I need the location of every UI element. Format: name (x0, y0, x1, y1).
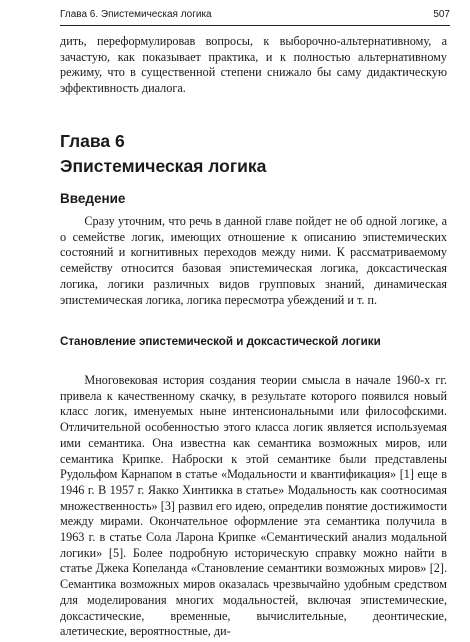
running-header-title: Глава 6. Эпистемическая логика (60, 9, 212, 20)
continued-paragraph: дить, переформулировав вопросы, к выборочно-альтернативному, а зачастую, как показывает практика, и к полностью альтернативному режиму, что в существенной степени снижало бы саму дидактическую эффективность диалога. (60, 34, 447, 96)
page-number: 507 (433, 9, 450, 20)
chapter-label: Глава 6 (60, 131, 125, 151)
subsection-heading: Становление эпистемической и доксастической логики (60, 335, 381, 348)
section-heading: Введение (60, 191, 126, 206)
subsection-paragraph: Многовековая история создания теории смысла в начале 1960-х гг. привела к качественному скачку, в результате которого появился новый класс логик, именуемых ныне интенсиональными или философскими. Отличительной особенностью этого класса логик является используемая ими семантика. Она известна как семантика возможных миров, или семантика Крипке. Наброски к этой семантике были представлены Рудольфом Карнапом в статье «Модальности и квантификация» [1] еще в 1946 г. В 1957 г. Яакко Хинтикка в статье» Модальность как соотносимая множественность» [3] развил его идею, определив понятие достижимости между мирами. Окончательное оформление эта семантика получила в 1963 г. в статье Сола Ларона Крипке «Семантический анализ модальной логики» [5]. Более подробную историческую справку можно найти в статье Джека Копеланда «Становление семантики возможных миров» [2]. Семантика возможных миров оказалась чрезвычайно удобным средством для моделирования многих модальностей, включая эпистемические, доксастические, временные, вычислительные, деонтические, алетические, вероятностные, ди- (60, 373, 447, 639)
header-divider (60, 25, 450, 26)
running-header (60, 8, 450, 22)
chapter-title: Эпистемическая логика (60, 156, 267, 176)
section-paragraph: Сразу уточним, что речь в данной главе пойдет не об одной логике, а о семействе логик, имеющих отношение к описанию эпистемических состояний и когнитивных переходов между ними. К рассматриваемому семейству относится базовая эпистемическая логика, доксастическая логика, логики различных видов групповых знаний, динамическая эпистемическая логика, логика пересмотра убеждений и т. п. (60, 214, 447, 307)
